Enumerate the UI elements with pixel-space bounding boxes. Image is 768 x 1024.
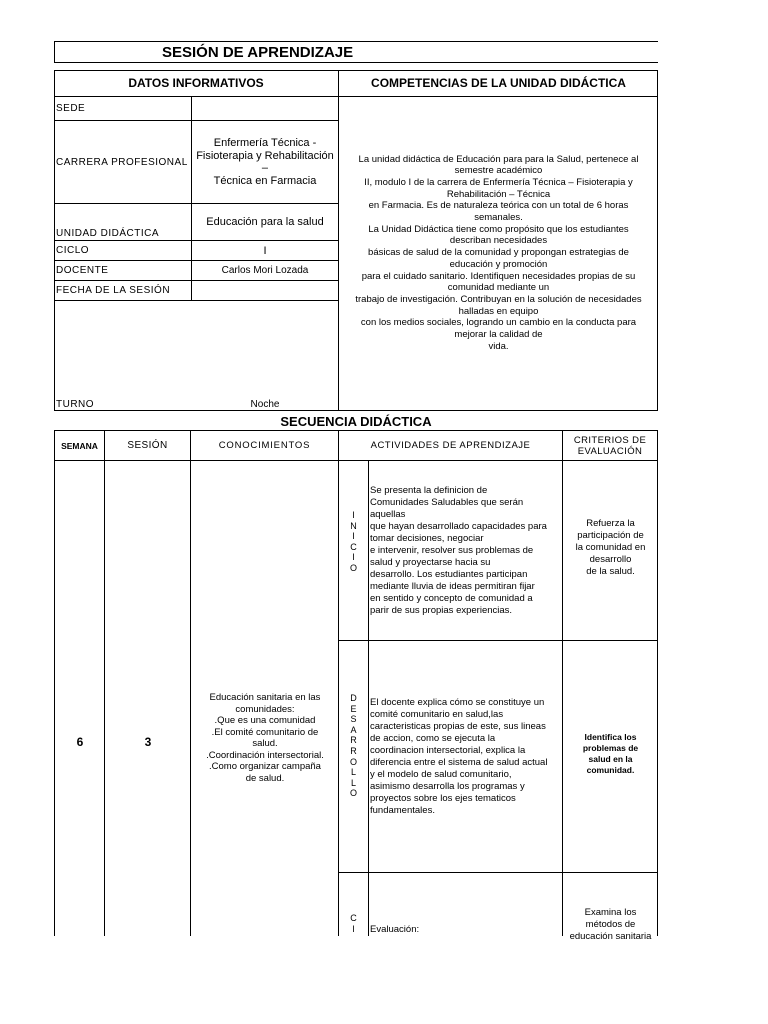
col-sesion: SESIÓN bbox=[105, 431, 191, 461]
unidad-value: Educación para la salud bbox=[192, 204, 338, 241]
unidad-label: UNIDAD DIDÁCTICA bbox=[54, 204, 191, 241]
sede-label: SEDE bbox=[54, 97, 191, 121]
turno-value: Noche bbox=[250, 399, 280, 410]
fecha-label: FECHA DE LA SESIÓN bbox=[54, 281, 191, 301]
carrera-label: CARRERA PROFESIONAL bbox=[54, 121, 191, 204]
turno-label: TURNO bbox=[56, 399, 95, 410]
docente-label: DOCENTE bbox=[54, 261, 191, 281]
cierre-criterio: Examina los métodos de educación sanitaria bbox=[569, 907, 652, 942]
ciclo-label: CICLO bbox=[54, 241, 191, 261]
desarrollo-criterio: Identifica los problemas de salud en la comunidad. bbox=[582, 732, 639, 775]
carrera-value: Enfermería Técnica - Fisioterapia y Rehabilitación – Técnica en Farmacia bbox=[192, 121, 338, 204]
page-title: SESIÓN DE APRENDIZAJE bbox=[162, 43, 354, 61]
sesion-value: 3 bbox=[144, 735, 152, 749]
divider-sesion bbox=[105, 461, 191, 936]
divider-semana bbox=[55, 461, 105, 936]
inicio-criterio: Refuerza la participación de la comunidad en desarrollo de la salud. bbox=[575, 518, 646, 577]
desarrollo-letters: D E S A R R O L L O bbox=[349, 693, 357, 799]
inicio-text: Se presenta la definicion de Comunidades Saludables que serán aquellas que hayan desarrollado capacidades para tomar decisiones, negociar e intervenir, resolver sus problemas de salud y proyectarse hacia su desarrollo. Los estudiantes participan mediante lluvia de ideas permitiran fijar en sentido y concepto de comunidad a parir de sus propias experiencias. bbox=[370, 485, 547, 616]
cierre-clip bbox=[339, 874, 658, 942]
cierre-text: Evaluación: bbox=[370, 924, 420, 935]
sede-value bbox=[192, 97, 338, 121]
inicio-letters: I N I C I O bbox=[349, 510, 357, 573]
col-semana: SEMANA bbox=[55, 431, 105, 461]
competencias-header: COMPETENCIAS DE LA UNIDAD DIDÁCTICA bbox=[339, 70, 658, 97]
competencias-text: La unidad didáctica de Educación para para la Salud, pertenece al semestre académico II, modulo I de la carrera de Enfermería Técnica – Fisioterapia y Rehabilitación – Técnica en Farmacia. Es de naturaleza teórica con un total de 6 horas semanales. La Unidad Didáctica tiene como propósito que los estudiantes describan necesidades básicas de salud de la comunidad y propongan estrategias de educación y promoción para el cuidado sanitario. Identifiquen necesidades propias de su comunidad mediante un trabajo de investigación. Contribuyan en la solución de necesidades halladas en equipo con los medios sociales, logrando un cambio en la conducta para mejorar la calidad de vida. bbox=[355, 153, 642, 352]
semana-value: 6 bbox=[76, 735, 84, 749]
col-criterios: CRITERIOS DE EVALUACIÓN bbox=[563, 431, 657, 461]
title-bar bbox=[54, 41, 658, 63]
ciclo-value: I bbox=[192, 241, 338, 261]
secuencia-header: SECUENCIA DIDÁCTICA bbox=[280, 413, 432, 429]
col-actividades: ACTIVIDADES DE APRENDIZAJE bbox=[339, 431, 563, 461]
col-conocimientos: CONOCIMIENTOS bbox=[191, 431, 339, 461]
datos-informativos-header: DATOS INFORMATIVOS bbox=[54, 70, 339, 97]
docente-value: Carlos Mori Lozada bbox=[192, 261, 338, 281]
desarrollo-text: El docente explica cómo se constituye un comité comunitario en salud,las caracteristicas propias de este, sus lineas de accion, como se ejecuta la coordinacion intersectorial, explica la diferencia entre el sistema de salud actual y el modelo de salud comunitario, asimismo desarrolla los programas y proyectos sobre los ejes tematicos fundamentales. bbox=[370, 697, 548, 816]
cierre-letters: C I bbox=[350, 913, 357, 934]
fecha-value bbox=[192, 281, 338, 301]
conocimientos-value: Educación sanitaria en las comunidades: .Que es una comunidad .El comité comunitario de salud. .Coordinación intersectorial. .Como organizar campaña de salud. bbox=[206, 692, 324, 784]
